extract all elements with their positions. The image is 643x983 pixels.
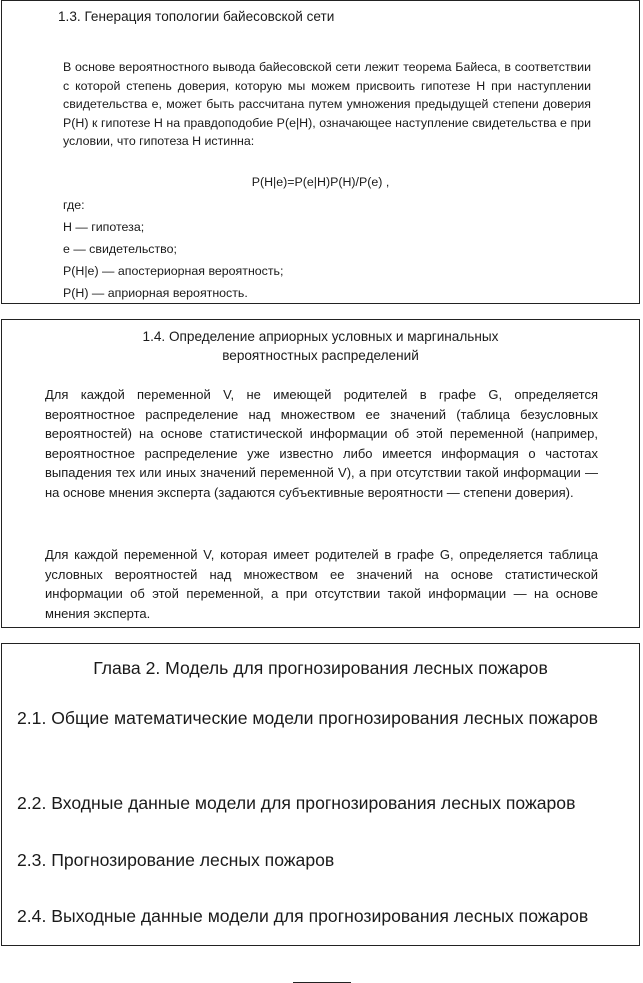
section-title-line: 1.4. Определение априорных условных и маргинальных — [142, 329, 499, 344]
where-label: где: — [63, 198, 85, 212]
definition-item: P(H) — априорная вероятность. — [63, 286, 248, 300]
section-title: 1.3. Генерация топологии байесовской сети — [58, 9, 335, 24]
definition-list — [63, 194, 283, 304]
definition-item: P(H|e) — апостериорная вероятность; — [63, 264, 284, 278]
section-paragraph: В основе вероятностного вывода байесовской сети лежит теорема Байеса, в соответствии с которой степень доверия, которую мы можем присвоить гипотезе H при наступлении свидетельства e, может быть рассчитана путем умножения предыдущей степени доверия P(H) к гипотезе H на правдоподобие P(e|H), означающее наступление свидетельства e при условии, что гипотеза H истинна: — [63, 60, 591, 148]
definition-item: e — свидетельство; — [63, 242, 177, 256]
chapter-title: Глава 2. Модель для прогнозирования лесных пожаров — [93, 658, 548, 678]
slide-bayes-topology — [1, 0, 640, 304]
chapter-item: 2.2. Входные данные модели для прогнозирования лесных пожаров — [17, 793, 576, 813]
chapter-item: 2.1. Общие математические модели прогнозирования лесных пожаров — [17, 708, 599, 728]
section-title-line: вероятностных распределений — [222, 348, 419, 363]
section-title — [2, 327, 639, 365]
slide-chapter-2 — [1, 643, 640, 946]
definition-item: H — гипотеза; — [63, 220, 145, 234]
chapter-item: 2.4. Выходные данные модели для прогнозирования лесных пожаров — [17, 906, 589, 926]
slide-prior-distributions — [1, 319, 640, 628]
section-paragraph: Для каждой переменной V, которая имеет родителей в графе G, определяется таблица условных вероятностей над множеством ее значений на основе статистической информации об этой переменной, а при отсутствии такой информации — на основе мнения эксперта. — [45, 547, 598, 621]
chapter-item: 2.3. Прогнозирование лесных пожаров — [17, 850, 335, 870]
section-paragraph: Для каждой переменной V, не имеющей родителей в графе G, определяется вероятностное распределение над множеством ее значений (таблица безусловных вероятностей) на основе статистической информации об этой переменной (например, вероятностное распределение уже известно либо имеется информация о частотах выпадения тех или иных значений переменной V), а при отсутствии такой информации — на основе мнения эксперта (задаются субъективные вероятности — степени доверия). — [45, 387, 598, 500]
bayes-formula: P(H|e)=P(e|H)P(H)/P(e) , — [251, 175, 390, 189]
